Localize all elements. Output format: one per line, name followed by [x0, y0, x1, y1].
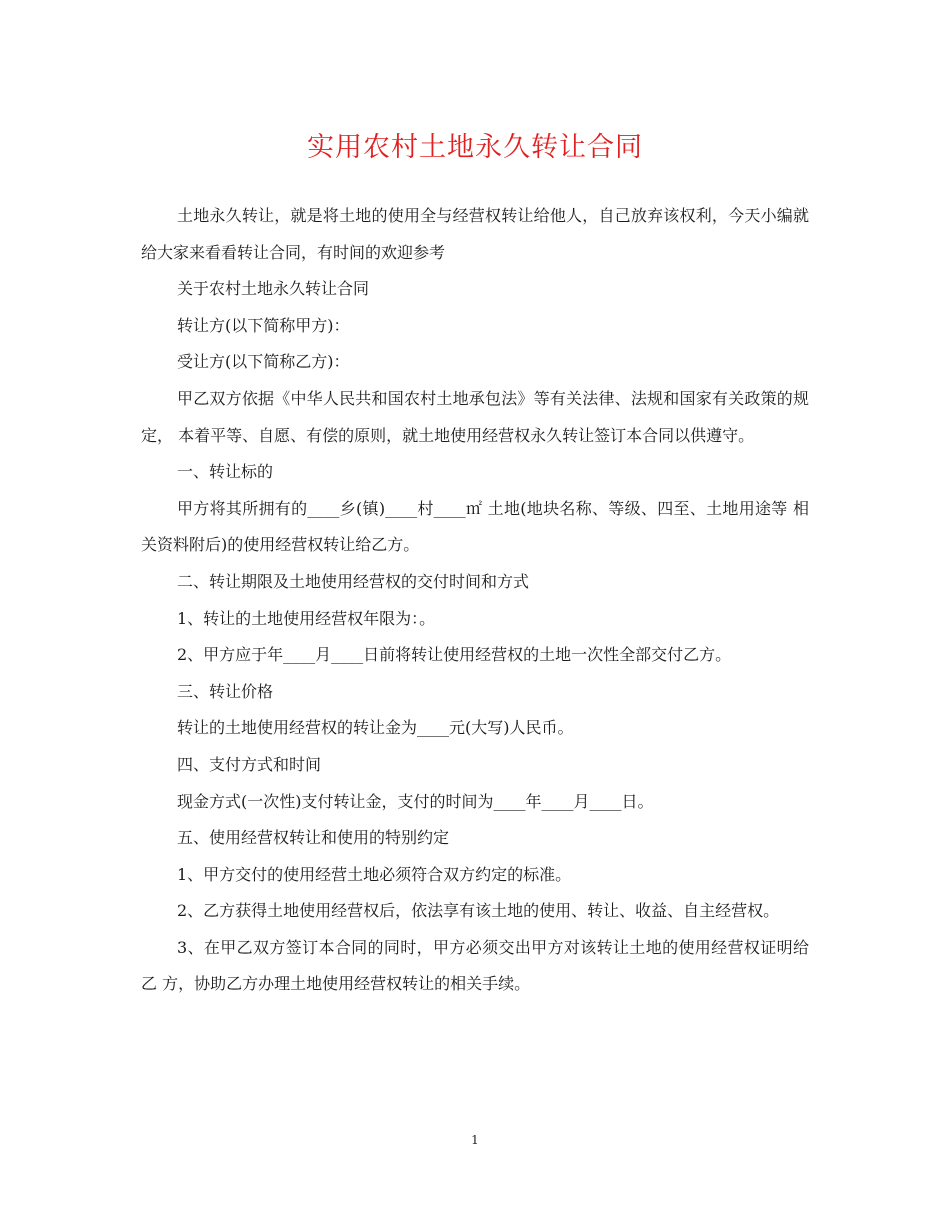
page-number: 1: [471, 1133, 479, 1147]
section-heading-5: 五、使用经营权转让和使用的特别约定: [177, 828, 450, 848]
section-heading-1: 一、转让标的: [177, 462, 274, 482]
paragraph-price: 转让的土地使用经营权的转让金为____元(大写)人民币。: [177, 718, 574, 738]
paragraph-transferee: 受让方(以下简称乙方)：: [177, 352, 350, 372]
paragraph-legal-basis: 甲乙双方依据《中华人民共和国农村土地承包法》等有关法律、法规和国家有关政策的规定， 本着平等、自愿、有偿的原则，就土地使用经营权永久转让签订本合同以供遵守。: [141, 388, 809, 445]
paragraph-contract-heading: 关于农村土地永久转让合同: [177, 279, 370, 299]
document-title: 实用农村土地永久转让合同: [307, 132, 643, 163]
section-heading-3: 三、转让价格: [177, 681, 274, 701]
paragraph-intro: 土地永久转让，就是将土地的使用全与经营权转让给他人，自己放弃该权利，今天小编就给大家来看看转让合同，有时间的欢迎参考: [141, 206, 809, 262]
paragraph-delivery: 2、甲方应于年____月____日前将转让使用经营权的土地一次性全部交付乙方。: [177, 645, 732, 665]
paragraph-clause-1: 1、甲方交付的使用经营土地必须符合双方约定的标准。: [177, 864, 572, 884]
paragraph-transferor: 转让方(以下简称甲方)：: [177, 315, 350, 335]
paragraph-transfer-subject: 甲方将其所拥有的____乡(镇)____村____㎡ 土地(地块名称、等级、四至、土地用途等 相关资料附后)的使用经营权转让给乙方。: [141, 498, 809, 555]
section-heading-2: 二、转让期限及土地使用经营权的交付时间和方式: [177, 571, 530, 591]
paragraph-payment: 现金方式(一次性)支付转让金，支付的时间为____年____月____日。: [177, 791, 654, 811]
paragraph-clause-2: 2、乙方获得土地使用经营权后，依法享有该土地的使用、转让、收益、自主经营权。: [177, 901, 780, 921]
document-body: [141, 198, 809, 1003]
paragraph-clause-3: 3、在甲乙双方签订本合同的同时，甲方必须交出甲方对该转让土地的使用经营权证明给乙 方，协助乙方办理土地使用经营权转让的相关手续。: [141, 937, 809, 994]
paragraph-term: 1、转让的土地使用经营权年限为：。: [177, 608, 436, 628]
section-heading-4: 四、支付方式和时间: [177, 754, 322, 774]
